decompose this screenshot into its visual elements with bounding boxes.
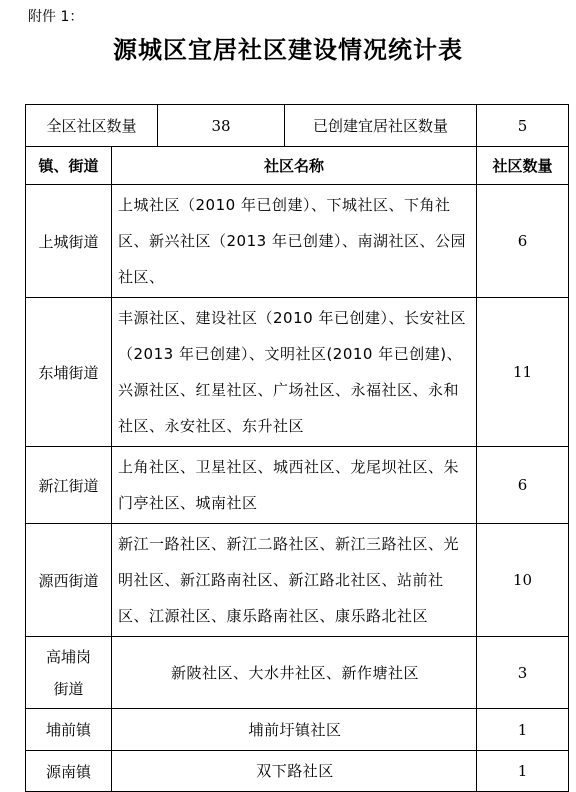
town-cell: 上城街道 (26, 185, 112, 298)
statistics-table (25, 104, 569, 792)
count-cell: 6 (477, 447, 569, 524)
header-count: 社区数量 (477, 147, 569, 185)
header-town: 镇、街道 (26, 147, 112, 185)
communities-cell: 丰源社区、建设社区（2010 年已创建）、长安社区（2013 年已创建）、文明社区(2010 年已创建)、兴源社区、红星社区、广场社区、永福社区、永和社区、永安社区、东升社区 (112, 298, 477, 447)
count-cell: 1 (477, 751, 569, 792)
count-cell: 11 (477, 298, 569, 447)
created-communities-value: 5 (477, 105, 569, 147)
summary-row (26, 105, 569, 147)
count-cell: 1 (477, 709, 569, 751)
count-cell: 6 (477, 185, 569, 298)
communities-cell: 新陂社区、大水井社区、新作塘社区 (112, 637, 477, 709)
page-title: 源城区宜居社区建设情况统计表 (113, 35, 463, 64)
town-cell: 埔前镇 (26, 709, 112, 751)
table-row (26, 637, 569, 709)
total-communities-value: 38 (158, 105, 285, 147)
town-cell: 新江街道 (26, 447, 112, 524)
communities-cell: 上角社区、卫星社区、城西社区、龙尾坝社区、朱门亭社区、城南社区 (112, 447, 477, 524)
header-communities: 社区名称 (112, 147, 477, 185)
town-cell: 源西街道 (26, 524, 112, 637)
communities-cell: 上城社区（2010 年已创建）、下城社区、下角社区、新兴社区（2013 年已创建）、南湖社区、公园社区、 (112, 185, 477, 298)
town-cell: 源南镇 (26, 751, 112, 792)
total-communities-label: 全区社区数量 (26, 105, 158, 147)
table-row (26, 751, 569, 792)
attachment-label: 附件 1： (28, 9, 84, 25)
communities-cell: 新江一路社区、新江二路社区、新江三路社区、光明社区、新江路南社区、新江路北社区、站前社区、江源社区、康乐路南社区、康乐路北社区 (112, 524, 477, 637)
town-cell: 东埔街道 (26, 298, 112, 447)
table-row (26, 185, 569, 298)
table-row (26, 298, 569, 447)
created-communities-label: 已创建宜居社区数量 (285, 105, 477, 147)
communities-cell: 双下路社区 (112, 751, 477, 792)
count-cell: 10 (477, 524, 569, 637)
table-row (26, 709, 569, 751)
communities-cell: 埔前圩镇社区 (112, 709, 477, 751)
header-row (26, 147, 569, 185)
table-row (26, 524, 569, 637)
town-cell: 高埔岗街道 (26, 637, 112, 709)
table-row (26, 447, 569, 524)
count-cell: 3 (477, 637, 569, 709)
